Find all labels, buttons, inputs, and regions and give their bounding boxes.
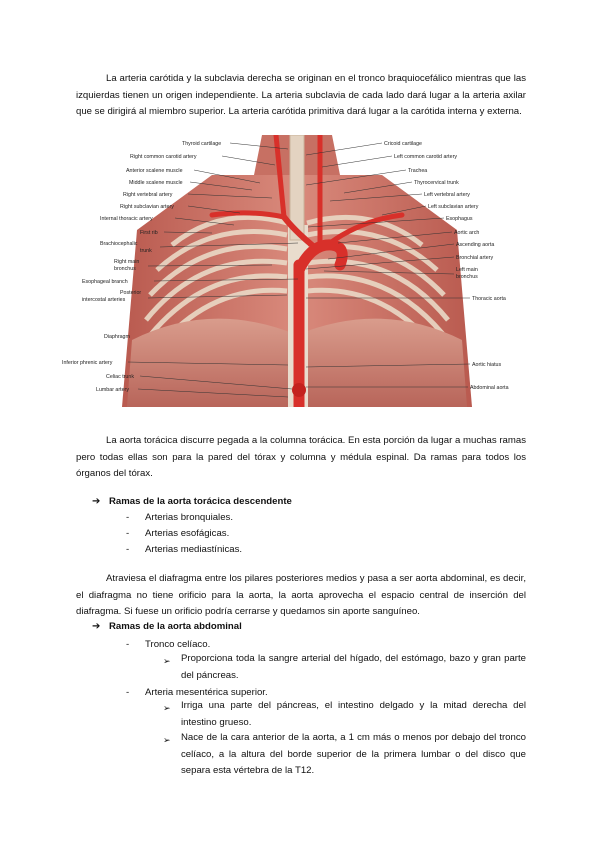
list-item: Arterias mediastínicas. (145, 544, 243, 555)
arrow-bullet-icon: ➔ (92, 621, 101, 632)
triangle-bullet-icon: ➢ (163, 735, 171, 745)
label-celiac-trunk: Celiac trunk (106, 374, 134, 380)
paragraph-thoracic-aorta: La aorta torácica discurre pegada a la columna torácica. En esta porción da lugar a muchas ramas pero todas ellas son para la pared del tórax y columna y médula espinal. Da ramas para todos los órganos del tórax. (76, 435, 526, 480)
label-esophageal-branch: Esophageal branch (82, 279, 128, 285)
thoracic-aorta-illustration (62, 135, 532, 407)
label-right-vertebral: Right vertebral artery (123, 192, 173, 198)
label-lumbar-artery: Lumbar artery (96, 387, 129, 393)
label-thoracic-aorta: Thoracic aorta (472, 296, 506, 302)
label-left-vertebral: Left vertebral artery (424, 192, 470, 198)
label-first-rib: First rib (140, 230, 158, 236)
label-anterior-scalene: Anterior scalene muscle (126, 168, 183, 174)
label-inferior-phrenic: Inferior phrenic artery (62, 360, 113, 366)
label-right-common-carotid: Right common carotid artery (130, 154, 197, 160)
sub-item-mesenteric-irrigation: Irriga una parte del páncreas, el intestino delgado y la mitad derecha del intestino grueso. (181, 700, 526, 728)
label-right-main-bronchus: bronchus (114, 266, 136, 272)
label-thyrocervical: Thyrocervical trunk (414, 180, 459, 186)
arrow-bullet-icon: ➔ (92, 496, 101, 507)
label-esophagus: Esophagus (446, 216, 473, 222)
paragraph-diaphragm: Atraviesa el diafragma entre los pilares posteriores medios y pasa a ser aorta abdominal, es decir, el diafragma no tiene orificio para la aorta, la aorta aprovecha el espacio central de inserción del diafragma. Si fuese un orificio podría cerrarse y quedamos sin aporte sanguíneo. (76, 573, 526, 618)
dash-bullet: - (126, 687, 130, 698)
label-brachiocephalic-trunk: trunk (140, 248, 152, 254)
label-posterior: Posterior (120, 290, 142, 296)
label-internal-thoracic: Internal thoracic artery (100, 216, 153, 222)
label-left-subclavian: Left subclavian artery (428, 204, 479, 210)
label-bronchial-artery: Bronchial artery (456, 255, 494, 261)
list-item: Arterias esofágicas. (145, 528, 230, 539)
label-posterior-intercostal: intercostal arteries (82, 297, 126, 303)
dash-bullet: - (126, 512, 130, 523)
label-middle-scalene: Middle scalene muscle (129, 180, 183, 186)
list-item: Arterias bronquiales. (145, 512, 233, 523)
celiac-trunk-mark (292, 383, 306, 397)
label-left-main-bronchus: bronchus (456, 274, 478, 280)
section-heading-thoracic-branches: Ramas de la aorta torácica descendente (109, 496, 292, 507)
label-trachea: Trachea (408, 168, 428, 174)
list-item-celiac-trunk: Tronco celíaco. (145, 639, 211, 650)
label-right-main: Right main (114, 259, 140, 265)
sub-item-celiac-supply: Proporciona toda la sangre arterial del hígado, del estómago, bazo y gran parte del páncreas. (181, 653, 526, 681)
label-thyroid-cartilage: Thyroid cartilage (182, 141, 222, 147)
label-left-main: Left main (456, 267, 478, 273)
label-aortic-arch: Aortic arch (454, 230, 480, 236)
triangle-bullet-icon: ➢ (163, 703, 171, 713)
dash-bullet: - (126, 639, 130, 650)
label-right-subclavian: Right subclavian artery (120, 204, 174, 210)
triangle-bullet-icon: ➢ (163, 656, 171, 666)
sub-item-mesenteric-origin: Nace de la cara anterior de la aorta, a 1 cm más o menos por debajo del tronco celíaco, a la altura del borde superior de la primera lumbar o del disco que separa esta vértebra de la T12. (181, 732, 526, 777)
label-diaphragm: Diaphragm (104, 334, 130, 340)
section-heading-abdominal-branches: Ramas de la aorta abdominal (109, 621, 242, 632)
label-ascending-aorta: Ascending aorta (456, 242, 495, 248)
label-aortic-hiatus: Aortic hiatus (472, 362, 502, 368)
label-brachiocephalic: Brachiocephalic (100, 241, 138, 247)
label-cricoid-cartilage: Cricoid cartilage (384, 141, 422, 147)
label-left-common-carotid: Left common carotid artery (394, 154, 457, 160)
dash-bullet: - (126, 544, 130, 555)
list-item-superior-mesenteric: Arteria mesentérica superior. (145, 687, 268, 698)
paragraph-carotid-subclavian: La arteria carótida y la subclavia derecha se originan en el tronco braquiocefálico mientras que las izquierdas tienen un origen independiente. La arteria subclavia de cada lado dará lugar a la arteria axilar que se dirigirá al miembro superior. La arteria carótida primitiva dará lugar a la carótida interna y externa. (76, 73, 526, 118)
label-abdominal-aorta: Abdominal aorta (470, 385, 509, 391)
dash-bullet: - (126, 528, 130, 539)
